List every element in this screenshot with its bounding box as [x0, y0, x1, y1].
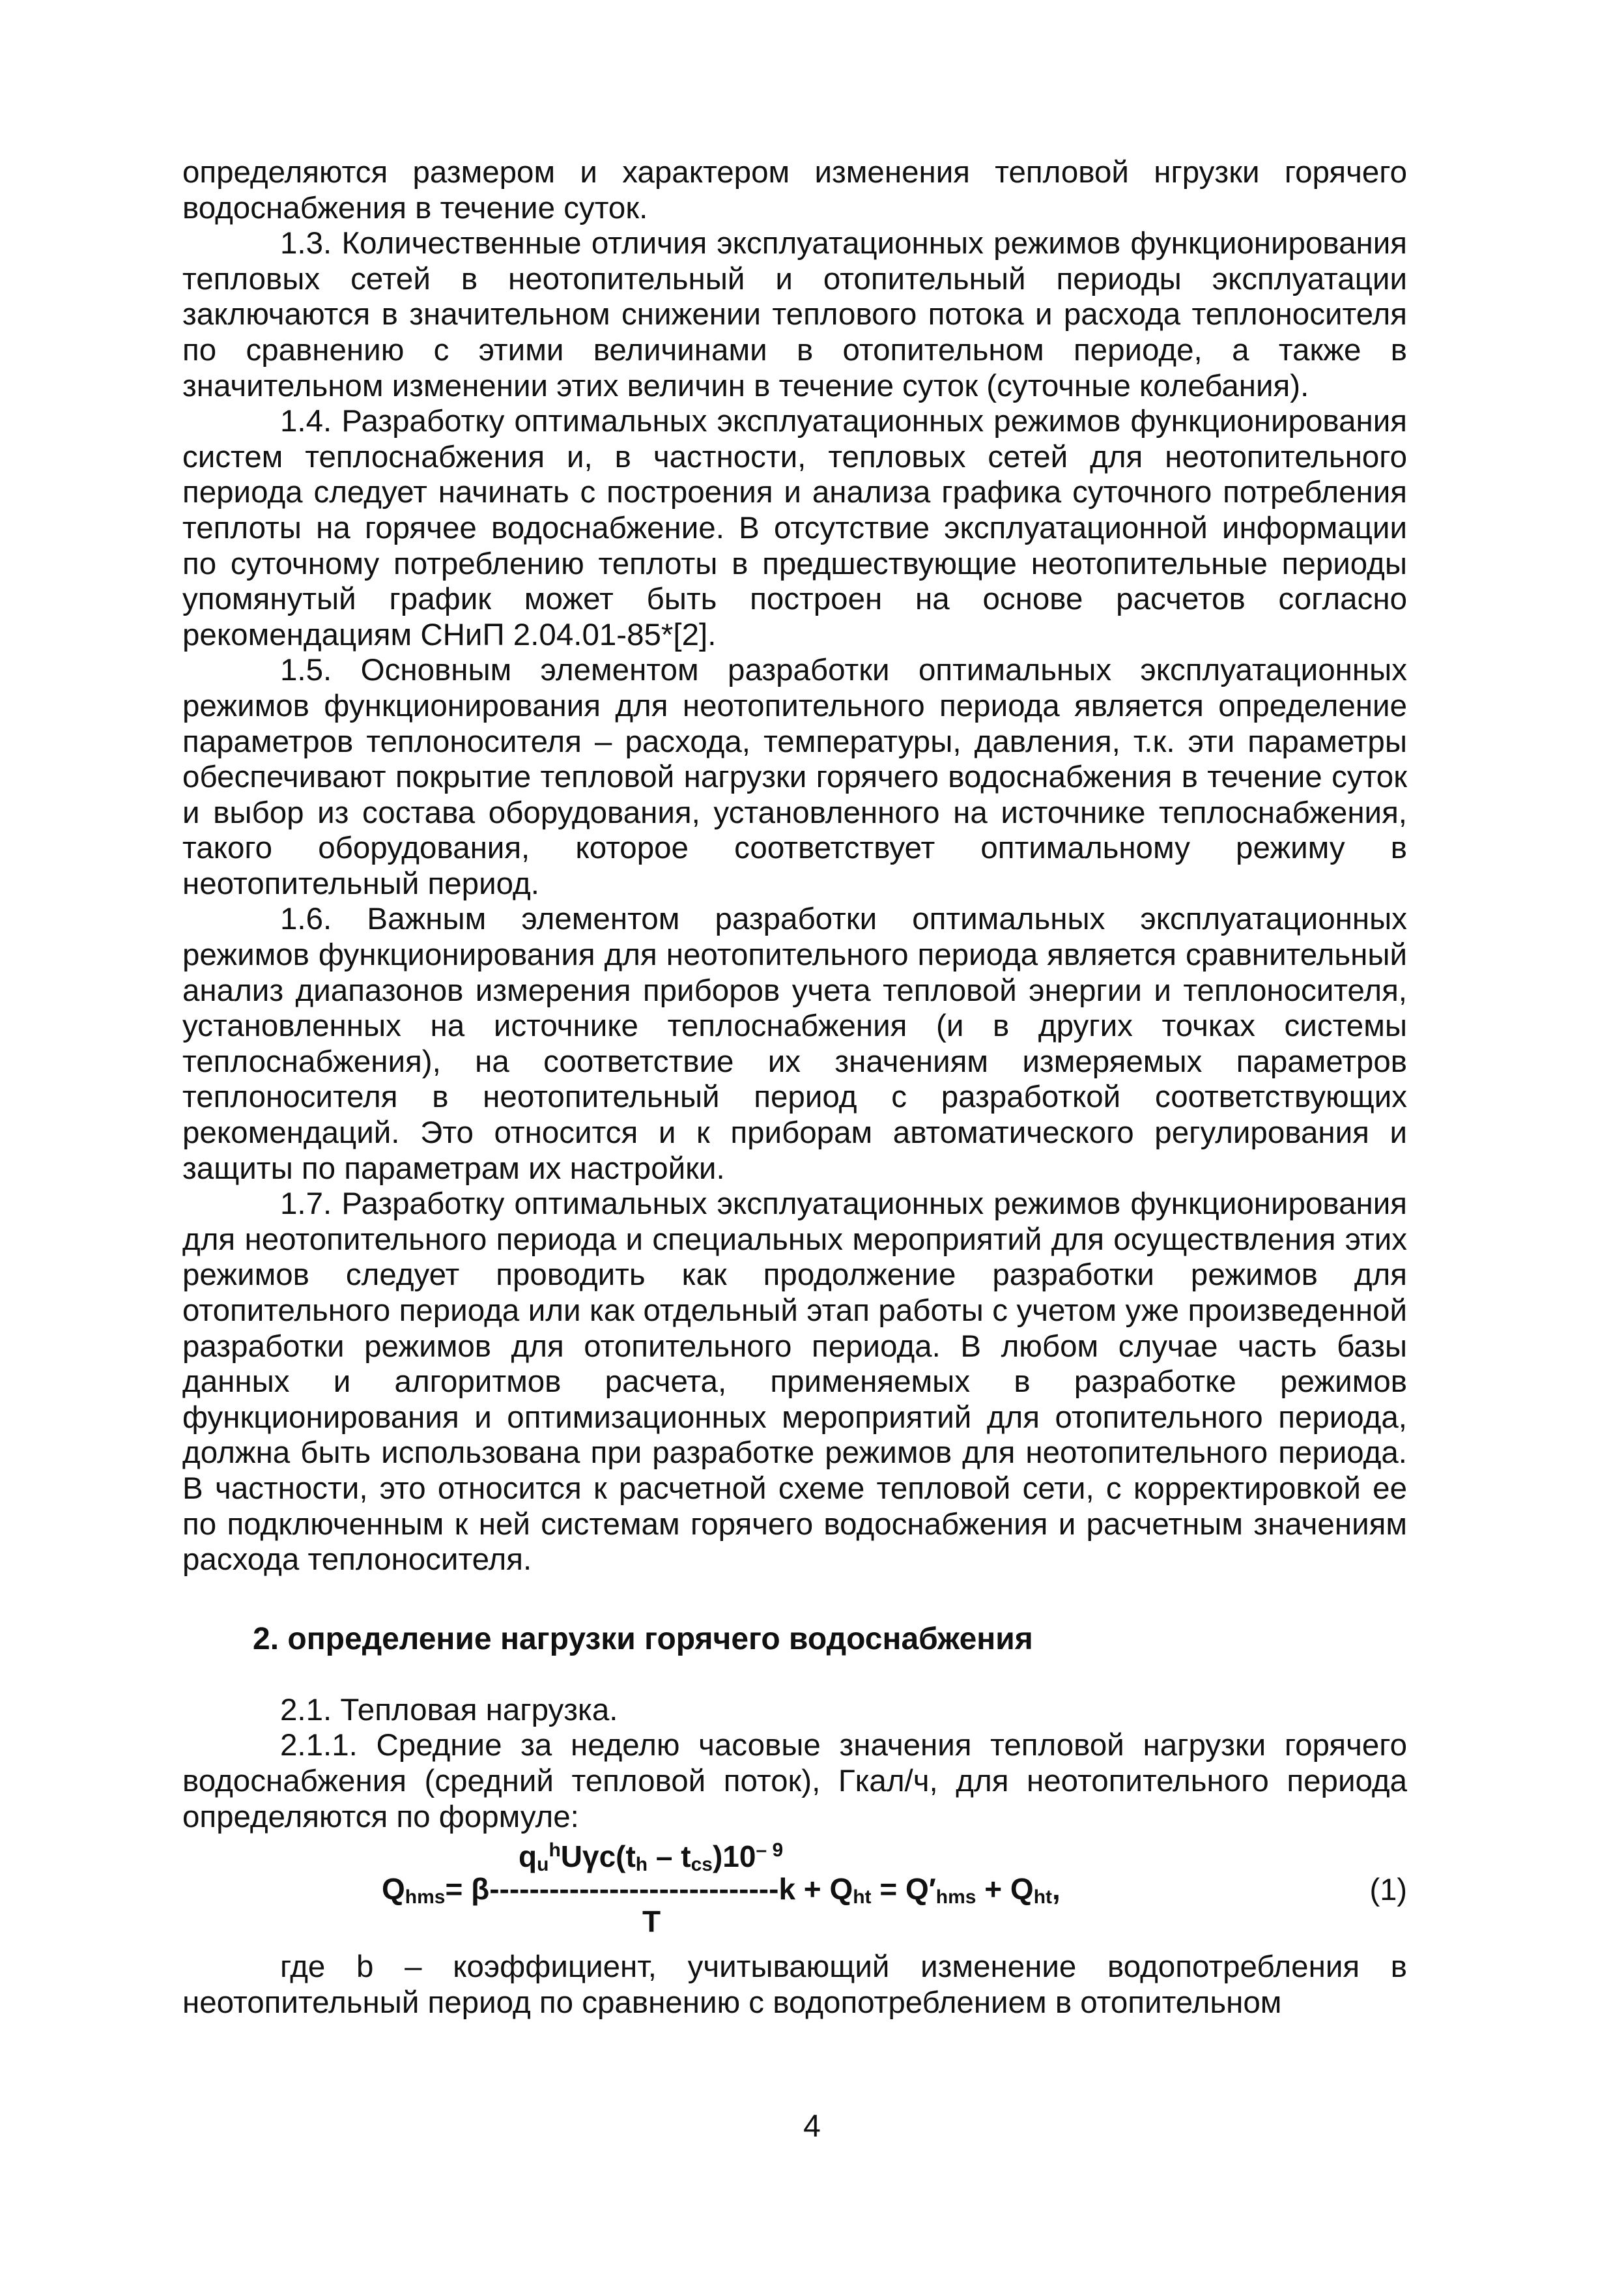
formula-main-line: $Q_{hms}= \beta-----------------------------k + Q_{ht} = Q'_{hms} + Q_{ht}$,	[382, 1872, 1061, 1908]
paragraph-1-4: 1.4. Разработку оптимальных эксплуатационных режимов функционирования систем теплоснабжения и, в частности, тепловых сетей для неотопительного периода следует начинать с построения и анализа графика суточного потребления теплоты на горячее водоснабжение. В отсутствие эксплуатационной информации по суточному потреблению теплоты в предшествующие неотопительные периоды упомянутый график может быть построен на основе расчетов согласно рекомендациям СНиП 2.04.01-85*[2].	[182, 404, 1407, 652]
document-page	[182, 155, 1407, 2021]
paragraph-1-3: 1.3. Количественные отличия эксплуатационных режимов функционирования тепловых сетей в неотопительный и отопительный периоды эксплуатации заключаются в значительном снижении теплового потока и расхода теплоносителя по сравнению с этими величинами в отопительном периоде, а также в значительном изменении этих величин в течение суток (суточные колебания).	[182, 226, 1407, 403]
paragraph-1-7: 1.7. Разработку оптимальных эксплуатационных режимов функционирования для неотопительного периода и специальных мероприятий для осуществления этих режимов следует проводить как продолжение разработки режимов для отопительного периода или как отдельный этап работы с учетом уже произведенной разработки режимов для отопительного периода. В любом случае часть базы данных и алгоритмов расчета, применяемых в разработке режимов функционирования и оптимизационных мероприятий для отопительного периода, должна быть использована при разработке режимов для неотопительного периода. В частности, это относится к расчетной схеме тепловой сети, с корректировкой ее по подключенным к ней системам горячего водоснабжения и расчетным значениям расхода теплоносителя.	[182, 1187, 1407, 1577]
subsection-2-1-1: 2.1.1. Средние за неделю часовые значения тепловой нагрузки горячего водоснабжения (средний тепловой поток), Гкал/ч, для неотопительного периода определяются по формуле:	[182, 1728, 1407, 1834]
formula-fraction-bar: -----------------------------	[489, 1872, 779, 1907]
paragraph-1-6: 1.6. Важным элементом разработки оптимальных эксплуатационных режимов функционирования для неотопительного периода является сравнительный анализ диапазонов измерения приборов учета тепловой энергии и теплоносителя, установленных на источнике теплоснабжения (и в других точках системы теплоснабжения), на соответствие их значениям измеряемых параметров теплоносителя в неотопительный период с разработкой соответствующих рекомендаций. Это относится и к приборам автоматического регулирования и защиты по параметрам их настройки.	[182, 902, 1407, 1186]
formula-1	[182, 1839, 1407, 1950]
paragraph-1-5: 1.5. Основным элементом разработки оптимальных эксплуатационных режимов функционирования для неотопительного периода является определение параметров теплоносителя – расхода, температуры, давления, т.к. эти параметры обеспечивают покрытие тепловой нагрузки горячего водоснабжения в течение суток и выбор из состава оборудования, установленного на источнике теплоснабжения, такого оборудования, которое соответствует оптимальному режиму в неотопительный период.	[182, 653, 1407, 901]
section-heading: 2. определение нагрузки горячего водоснабжения	[253, 1621, 1033, 1656]
subsection-2-1: 2.1. Тепловая нагрузка.	[280, 1692, 618, 1727]
paragraph-continuation: определяются размером и характером изменения тепловой нгрузки горячего водоснабжения в течение суток.	[182, 155, 1407, 225]
paragraph-where: где b – коэффициент, учитывающий изменение водопотребления в неотопительный период по сравнению с водопотреблением в отопительном	[182, 1950, 1407, 2020]
formula-numerator: $q_u^hU\gamma c(t_h - t_{cs})10^{- 9}$	[519, 1839, 784, 1876]
equation-number: (1)	[1369, 1872, 1407, 1907]
formula-denominator: T	[642, 1905, 661, 1939]
page-number: 4	[803, 2109, 821, 2144]
